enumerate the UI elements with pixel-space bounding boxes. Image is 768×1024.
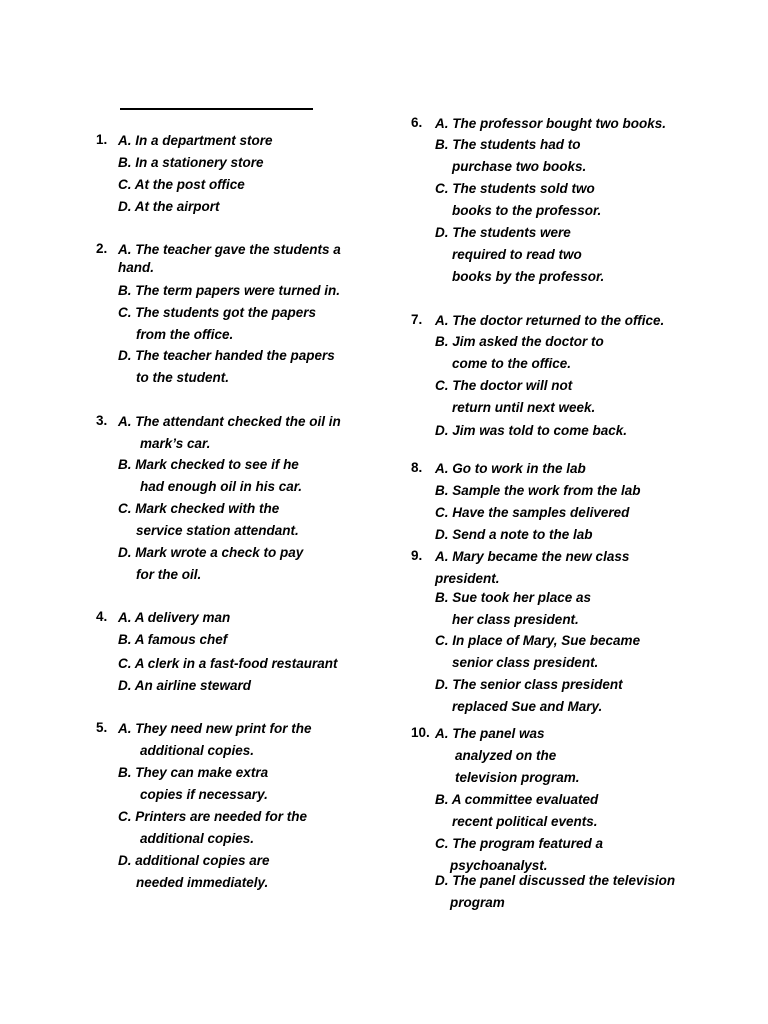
option-a xyxy=(118,241,341,277)
option-text: B. They can make extra xyxy=(118,765,269,780)
option-text-continued: recent political events. xyxy=(452,814,598,829)
option-text: D. The students were xyxy=(435,225,571,240)
option-text: A. Go to work in the lab xyxy=(435,461,586,476)
option-text-continued: program xyxy=(450,895,505,910)
option-text-continued: television program. xyxy=(455,770,580,785)
option-c xyxy=(118,500,299,540)
option-text: A. Mary became the new class xyxy=(435,549,630,564)
question-number: 4. xyxy=(96,609,108,624)
option-d xyxy=(118,198,220,216)
option-d xyxy=(435,872,675,912)
question-number: 1. xyxy=(96,132,108,147)
option-text-continued: books to the professor. xyxy=(452,203,602,218)
option-c xyxy=(435,835,603,875)
option-text: B. In a stationery store xyxy=(118,155,264,170)
option-d xyxy=(435,676,623,716)
option-text: A. The professor bought two books. xyxy=(435,116,666,131)
option-b xyxy=(435,791,598,831)
option-b xyxy=(435,333,604,373)
option-text: C. Mark checked with the xyxy=(118,501,280,516)
option-a xyxy=(118,609,230,627)
option-a xyxy=(435,312,664,330)
option-text-continued: analyzed on the xyxy=(455,748,557,763)
option-text-continued: additional copies. xyxy=(140,831,255,846)
option-b xyxy=(435,136,586,176)
option-a xyxy=(118,132,273,150)
option-text: C. At the post office xyxy=(118,177,245,192)
option-text: D. Mark wrote a check to pay xyxy=(118,545,304,560)
option-text-continued: hand. xyxy=(118,260,154,275)
question-number: 3. xyxy=(96,413,108,428)
option-a xyxy=(435,548,629,588)
option-text: D. The panel discussed the television xyxy=(435,873,676,888)
option-c xyxy=(435,504,629,522)
option-text: D. An airline steward xyxy=(118,678,252,693)
option-c xyxy=(118,304,316,344)
option-text: A. The attendant checked the oil in xyxy=(118,414,341,429)
option-text-continued: service station attendant. xyxy=(136,523,299,538)
option-text-continued: mark’s car. xyxy=(140,436,211,451)
option-b xyxy=(435,589,591,629)
option-a xyxy=(435,725,580,787)
option-text: B. A famous chef xyxy=(118,632,228,647)
option-b xyxy=(118,456,302,496)
option-b xyxy=(435,482,641,500)
option-text: C. A clerk in a fast-food restaurant xyxy=(118,656,338,671)
option-d xyxy=(435,526,593,544)
option-text: A. The teacher gave the students a xyxy=(118,242,341,257)
option-b xyxy=(118,154,264,172)
name-blank-line xyxy=(120,108,313,110)
option-text: B. The term papers were turned in. xyxy=(118,283,341,298)
option-b xyxy=(118,631,227,649)
option-text: B. Jim asked the doctor to xyxy=(435,334,604,349)
option-text: A. A delivery man xyxy=(118,610,231,625)
option-text-continued: required to read two xyxy=(452,247,582,262)
option-c xyxy=(435,377,595,417)
option-text-continued: her class president. xyxy=(452,612,579,627)
option-d xyxy=(435,224,604,286)
option-d xyxy=(118,852,270,892)
option-a xyxy=(118,413,341,453)
option-d xyxy=(118,347,335,387)
option-text: B. Sample the work from the lab xyxy=(435,483,641,498)
option-c xyxy=(118,808,307,848)
option-text: C. Have the samples delivered xyxy=(435,505,630,520)
option-text: D. The teacher handed the papers xyxy=(118,348,335,363)
option-text-continued: needed immediately. xyxy=(136,875,269,890)
option-text-continued: copies if necessary. xyxy=(140,787,268,802)
option-text: A. The doctor returned to the office. xyxy=(435,313,665,328)
option-text: B. The students had to xyxy=(435,137,581,152)
option-a xyxy=(435,460,586,478)
option-text-continued: come to the office. xyxy=(452,356,572,371)
option-d xyxy=(118,677,251,695)
option-b xyxy=(118,764,268,804)
option-text: B. Sue took her place as xyxy=(435,590,592,605)
question-number: 8. xyxy=(411,460,423,475)
option-c xyxy=(118,655,338,673)
option-text: C. The students got the papers xyxy=(118,305,317,320)
option-text: D. additional copies are xyxy=(118,853,270,868)
option-text: D. The senior class president xyxy=(435,677,623,692)
option-text: C. In place of Mary, Sue became xyxy=(435,633,641,648)
option-text: A. In a department store xyxy=(118,133,273,148)
option-text-continued: president. xyxy=(435,571,500,586)
option-d xyxy=(118,544,303,584)
option-c xyxy=(435,180,601,220)
option-text: C. Printers are needed for the xyxy=(118,809,308,824)
option-text-continued: to the student. xyxy=(136,370,229,385)
option-text-continued: purchase two books. xyxy=(452,159,587,174)
option-text-continued: books by the professor. xyxy=(452,269,605,284)
option-c xyxy=(118,176,245,194)
question-number: 5. xyxy=(96,720,108,735)
option-text-continued: additional copies. xyxy=(140,743,255,758)
option-text: D. Jim was told to come back. xyxy=(435,423,628,438)
option-text: D. At the airport xyxy=(118,199,220,214)
option-text: C. The students sold two xyxy=(435,181,595,196)
option-text-continued: senior class president. xyxy=(452,655,599,670)
option-text: C. The program featured a xyxy=(435,836,604,851)
question-number: 6. xyxy=(411,115,423,130)
question-number: 7. xyxy=(411,312,423,327)
question-number: 10. xyxy=(411,725,430,740)
option-b xyxy=(118,282,340,300)
question-number: 9. xyxy=(411,548,423,563)
question-number: 2. xyxy=(96,241,108,256)
option-text-continued: from the office. xyxy=(136,327,234,342)
option-text: B. Mark checked to see if he xyxy=(118,457,299,472)
option-text-continued: had enough oil in his car. xyxy=(140,479,303,494)
option-c xyxy=(435,632,640,672)
option-a xyxy=(118,720,312,760)
option-text-continued: psychoanalyst. xyxy=(450,858,548,873)
option-text: D. Send a note to the lab xyxy=(435,527,593,542)
option-d xyxy=(435,422,627,440)
option-a xyxy=(435,115,666,133)
option-text-continued: replaced Sue and Mary. xyxy=(452,699,603,714)
option-text: C. The doctor will not xyxy=(435,378,573,393)
option-text-continued: for the oil. xyxy=(136,567,202,582)
option-text: B. A committee evaluated xyxy=(435,792,599,807)
option-text: A. The panel was xyxy=(435,726,545,741)
option-text-continued: return until next week. xyxy=(452,400,596,415)
option-text: A. They need new print for the xyxy=(118,721,312,736)
